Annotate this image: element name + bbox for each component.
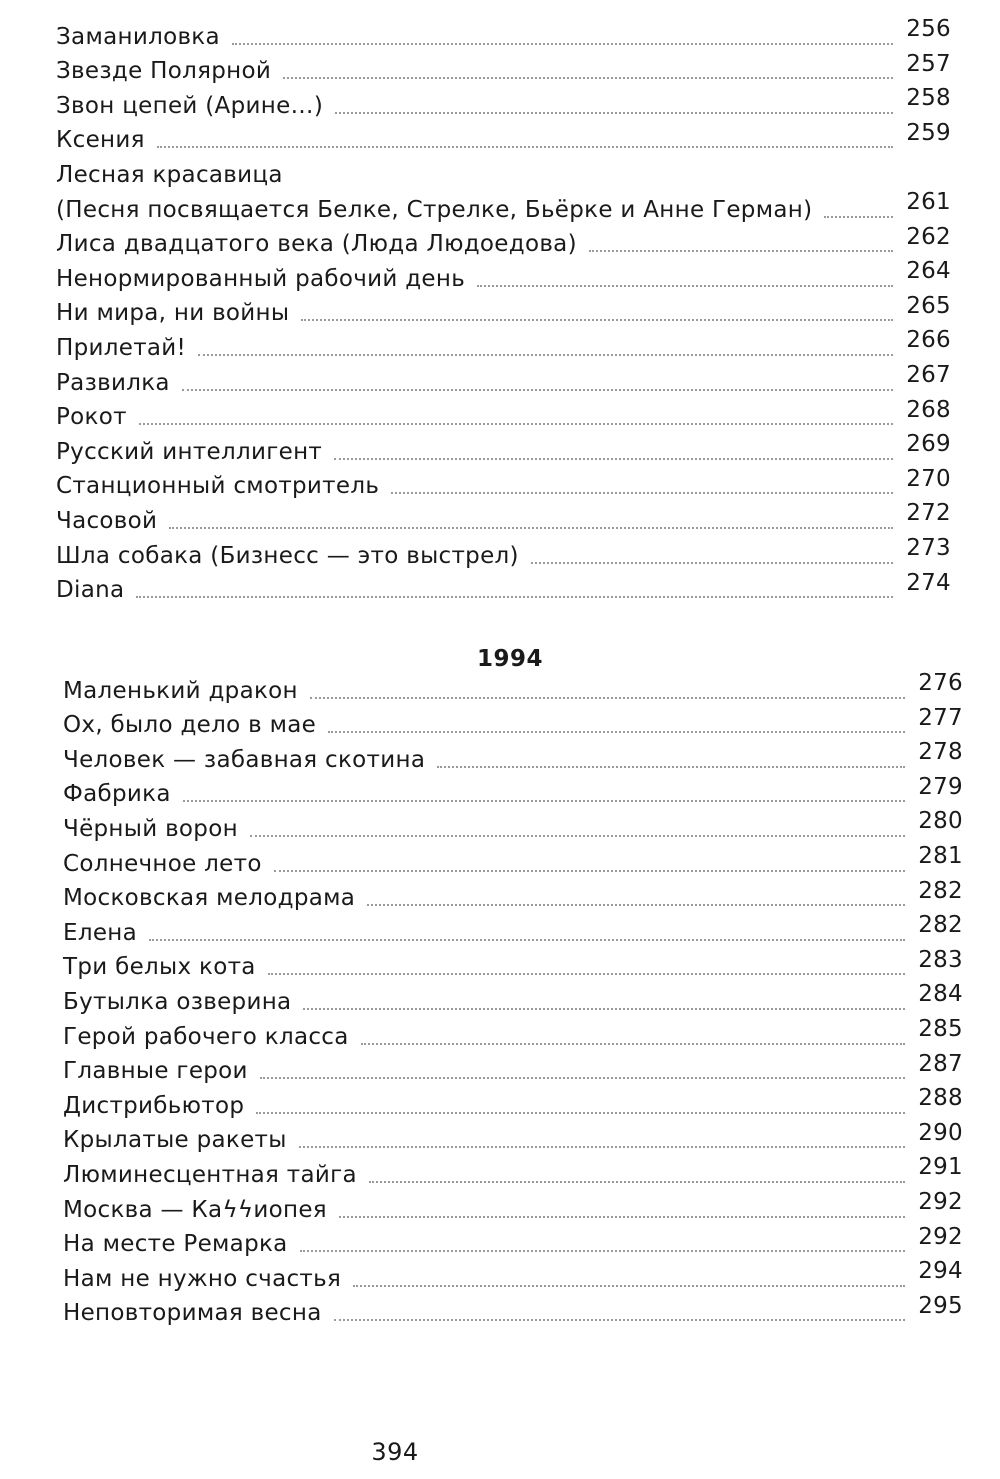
entry-title: Заманиловка <box>56 23 220 50</box>
toc-entry <box>63 912 963 947</box>
entry-title: На месте Ремарка <box>63 1231 288 1258</box>
dot-leader <box>157 146 893 148</box>
entry-page: 267 <box>906 361 951 388</box>
toc-section-2 <box>63 670 963 1327</box>
dot-leader <box>477 285 893 287</box>
dot-leader <box>268 973 905 975</box>
dot-leader <box>339 1216 905 1218</box>
dot-leader <box>361 1043 905 1045</box>
entry-page: 259 <box>906 119 951 146</box>
dot-leader <box>437 766 905 768</box>
toc-entry <box>63 1189 963 1224</box>
toc-entry <box>56 293 951 328</box>
entry-title: Звон цепей (Арине…) <box>56 92 324 119</box>
toc-entry <box>56 431 951 466</box>
toc-entry <box>56 466 951 501</box>
toc-entry <box>63 1258 963 1293</box>
toc-entry <box>63 670 963 705</box>
toc-entry <box>56 258 951 293</box>
entry-page: 291 <box>918 1154 963 1181</box>
toc-entry <box>63 808 963 843</box>
entry-page: 261 <box>906 188 951 215</box>
toc-entry <box>63 1293 963 1328</box>
dot-leader <box>169 527 893 529</box>
dot-leader <box>310 697 905 699</box>
dot-leader <box>283 77 893 79</box>
dot-leader <box>391 492 893 494</box>
entry-title: Русский интеллигент <box>56 438 323 465</box>
entry-page: 279 <box>918 773 963 800</box>
entry-page: 282 <box>918 877 963 904</box>
dot-leader <box>301 319 893 321</box>
entry-page: 285 <box>918 1015 963 1042</box>
dot-leader <box>256 1112 905 1114</box>
entry-title: Нам не нужно счастья <box>63 1265 342 1292</box>
entry-page: 278 <box>918 739 963 766</box>
entry-page: 288 <box>918 1085 963 1112</box>
entry-page: 270 <box>906 465 951 492</box>
entry-title: Развилка <box>56 369 170 396</box>
toc-entry <box>56 189 951 224</box>
toc-entry <box>63 1085 963 1120</box>
dot-leader <box>334 1319 905 1321</box>
dot-leader <box>303 1008 905 1010</box>
entry-title: Крылатые ракеты <box>63 1127 287 1154</box>
dot-leader <box>183 800 905 802</box>
entry-page: 292 <box>918 1188 963 1215</box>
toc-entry <box>63 981 963 1016</box>
toc-entry <box>56 570 951 605</box>
toc-entry <box>63 1051 963 1086</box>
entry-page: 283 <box>918 946 963 973</box>
entry-title: Прилетай! <box>56 334 187 361</box>
entry-page: 266 <box>906 327 951 354</box>
entry-title: Лиса двадцатого века (Люда Людоедова) <box>56 231 577 258</box>
entry-page: 262 <box>906 223 951 250</box>
dot-leader <box>136 596 893 598</box>
toc-entry <box>56 397 951 432</box>
entry-title: Елена <box>63 919 138 946</box>
entry-title: Бутылка озверина <box>63 988 292 1015</box>
entry-page: 258 <box>906 85 951 112</box>
entry-title: Главные герои <box>63 1058 248 1085</box>
entry-title: Фабрика <box>63 781 171 808</box>
entry-page: 269 <box>906 431 951 458</box>
entry-page: 294 <box>918 1258 963 1285</box>
entry-page: 290 <box>918 1119 963 1146</box>
entry-title: Лесная красавица <box>56 161 283 188</box>
dot-leader <box>139 423 893 425</box>
entry-page: 287 <box>918 1050 963 1077</box>
entry-title: Люминесцентная тайга <box>63 1161 357 1188</box>
toc-entry <box>63 1120 963 1155</box>
entry-page: 273 <box>906 534 951 561</box>
dot-leader <box>274 870 905 872</box>
entry-title: Ох, было дело в мае <box>63 712 317 739</box>
toc-entry <box>56 120 951 155</box>
toc-entry <box>63 705 963 740</box>
year-heading: 1994 <box>476 646 543 672</box>
page-number: 394 <box>371 1438 419 1466</box>
toc-entry <box>56 535 951 570</box>
dot-leader <box>149 939 905 941</box>
entry-page: 265 <box>906 292 951 319</box>
toc-entry <box>56 327 951 362</box>
entry-title: Шла собака (Бизнесс — это выстрел) <box>56 542 519 569</box>
entry-title: Маленький дракон <box>63 677 298 704</box>
dot-leader <box>328 731 905 733</box>
dot-leader <box>299 1146 905 1148</box>
entry-title: (Песня посвящается Белке, Стрелке, Бьёрке и Анне Герман) <box>56 196 813 223</box>
entry-page: 257 <box>906 50 951 77</box>
entry-page: 277 <box>918 704 963 731</box>
entry-page: 276 <box>918 670 963 696</box>
entry-title: Три белых кота <box>63 954 256 981</box>
entry-title: Ненормированный рабочий день <box>56 265 466 292</box>
dot-leader <box>260 1077 905 1079</box>
toc-entry <box>63 1224 963 1259</box>
dot-leader <box>353 1285 905 1287</box>
entry-title: Ни мира, ни войны <box>56 300 290 327</box>
dot-leader <box>531 562 893 564</box>
dot-leader <box>589 250 893 252</box>
toc-entry <box>56 362 951 397</box>
entry-page: 284 <box>918 981 963 1008</box>
entry-page: 292 <box>918 1223 963 1250</box>
entry-title: Неповторимая весна <box>63 1300 322 1327</box>
entry-page: 280 <box>918 808 963 835</box>
entry-title: Рокот <box>56 404 127 431</box>
entry-title: Diana <box>56 577 125 604</box>
dot-leader <box>300 1250 905 1252</box>
dot-leader <box>182 389 893 391</box>
dot-leader <box>824 216 893 218</box>
toc-entry <box>63 878 963 913</box>
toc-entry <box>56 51 951 86</box>
toc-entry <box>56 224 951 259</box>
entry-title: Чёрный ворон <box>63 815 238 842</box>
entry-title: Станционный смотритель <box>56 473 380 500</box>
toc-entry <box>63 739 963 774</box>
toc-entry <box>56 85 951 120</box>
dot-leader <box>335 112 893 114</box>
dot-leader <box>198 354 893 356</box>
entry-title: Ксения <box>56 127 145 154</box>
entry-page: 264 <box>906 258 951 285</box>
toc-entry <box>56 154 951 189</box>
entry-title: Московская мелодрама <box>63 885 356 912</box>
toc-entry <box>63 774 963 809</box>
entry-title: Солнечное лето <box>63 850 262 877</box>
entry-page: 295 <box>918 1292 963 1319</box>
dot-leader <box>250 835 905 837</box>
entry-title: Звезде Полярной <box>56 58 272 85</box>
entry-title: Часовой <box>56 507 158 534</box>
toc-entry <box>63 843 963 878</box>
dot-leader <box>369 1181 905 1183</box>
toc-entry <box>56 16 951 51</box>
dot-leader <box>367 904 905 906</box>
dot-leader <box>232 43 893 45</box>
entry-page: 282 <box>918 912 963 939</box>
entry-title: Дистрибьютор <box>63 1092 245 1119</box>
entry-page: 272 <box>906 500 951 527</box>
entry-page: 268 <box>906 396 951 423</box>
entry-page: 274 <box>906 569 951 596</box>
toc-entry <box>56 500 951 535</box>
entry-title: Человек — забавная скотина <box>63 746 426 773</box>
entry-page: 281 <box>918 842 963 869</box>
entry-title: Москва — Каϟϟиопея <box>63 1196 327 1223</box>
dot-leader <box>334 458 893 460</box>
entry-title: Герой рабочего класса <box>63 1023 349 1050</box>
toc-entry <box>63 1154 963 1189</box>
entry-page: 256 <box>906 16 951 42</box>
toc-entry <box>63 1016 963 1051</box>
toc-section-1 <box>56 16 951 604</box>
toc-entry <box>63 947 963 982</box>
